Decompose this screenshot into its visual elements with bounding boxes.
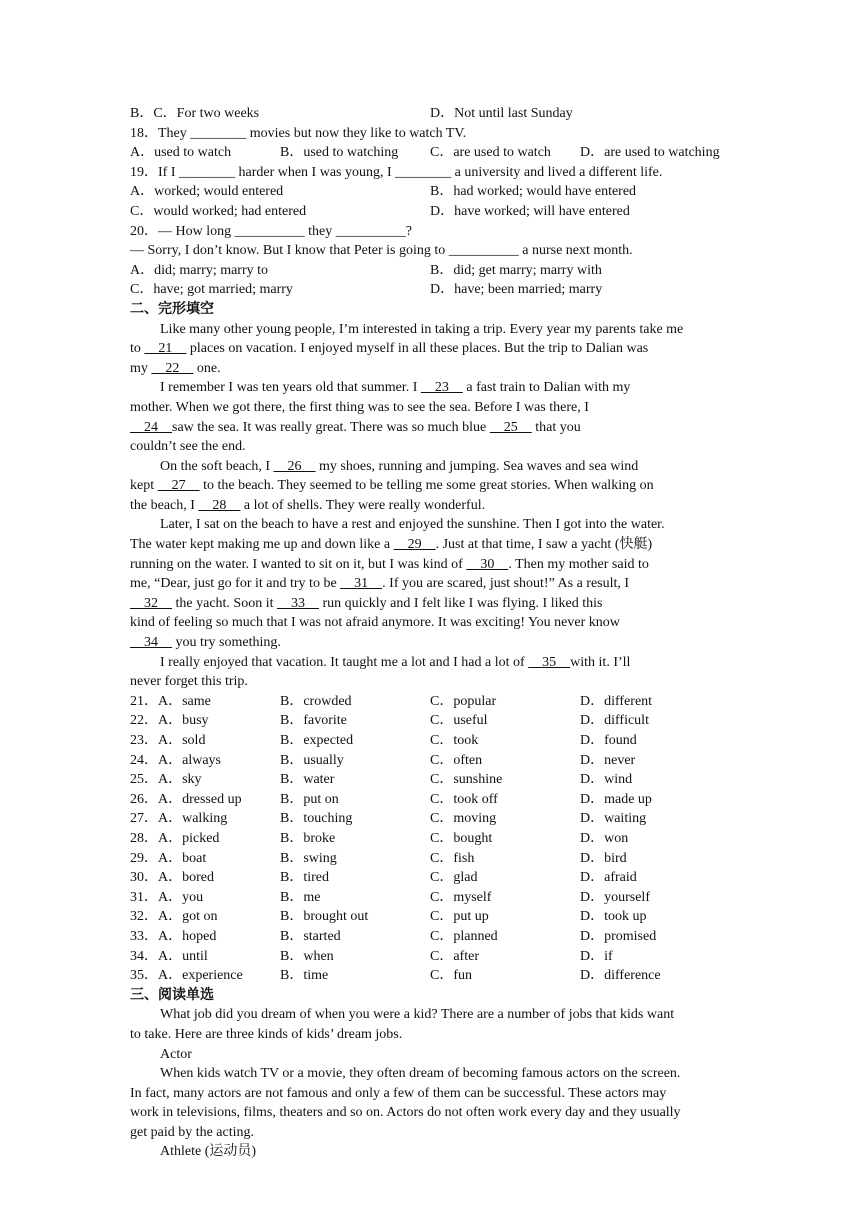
cloze-option: B．crowded [280,693,352,709]
q20-stem-2: — Sorry, I don’t know. But I know that Peter is going to __________ a nurse next month. [130,243,633,259]
q19-options-cd [130,202,730,222]
q20-options-cd [130,280,730,300]
passage-line: On the soft beach, I 26 my shoes, running and jumping. Sea waves and sea wind [160,458,639,474]
cloze-option-row [130,947,730,967]
blank-29: 29 [393,537,436,553]
cloze-option: 24．A．always [130,752,221,768]
passage-line: never forget this trip. [130,674,248,690]
blank-23: 23 [420,380,463,396]
cloze-option-row [130,888,730,908]
cloze-option: C．took off [430,791,498,807]
passage-line: the beach, I 28 a lot of shells. They were really wonderful. [130,497,486,513]
cloze-option-row [130,790,730,810]
q19-options-ab [130,182,730,202]
cloze-option-row [130,829,730,849]
passage-line: to 21 places on vacation. I enjoyed myself in all these places. But the trip to Dalian was [130,341,649,357]
blank-27: 27 [157,478,200,494]
q19-option-a: A．worked; would entered [130,184,284,200]
section-3-heading: 三、阅读单选 [130,987,214,1003]
cloze-option-row [130,770,730,790]
cloze-option: B．started [280,928,341,944]
cloze-option: D．different [580,693,653,709]
cloze-option: C．glad [430,870,478,886]
cloze-option: 30．A．bored [130,870,214,886]
cloze-option: 22．A．busy [130,713,209,729]
passage-line: In fact, many actors are not famous and only a few of them can be successful. These actors may [130,1085,667,1101]
cloze-option: 29．A．boat [130,850,207,866]
passage-line: 32 the yacht. Soon it 33 run quickly and I felt like I was flying. I liked this [130,595,603,611]
cloze-option: C．fish [430,850,475,866]
blank-24: 24 [130,419,172,435]
cloze-option: D．difficult [580,713,649,729]
cloze-option-row [130,868,730,888]
passage-line: I remember I was ten years old that summer. I 23 a fast train to Dalian with my [160,380,631,396]
blank-32: 32 [130,595,172,611]
q20-option-c: C．have; got married; marry [130,282,293,298]
cloze-option-row [130,731,730,751]
q19-stem: 19．If I ________ harder when I was young, I ________ a university and lived a different life. [130,164,663,180]
cloze-option: D．made up [580,791,652,807]
blank-25: 25 [489,419,532,435]
passage-line: What job did you dream of when you were a kid? There are a number of jobs that kids want [160,1007,675,1023]
blank-30: 30 [466,556,509,572]
q20-stem-1: 20．— How long __________ they __________? [130,223,412,239]
cloze-option: B．put on [280,791,339,807]
passage-line: I really enjoyed that vacation. It taught me a lot and I had a lot of 35 with it. I’ll [160,654,631,670]
cloze-option: B．me [280,889,321,905]
cloze-option: 21．A．same [130,693,211,709]
blank-21: 21 [144,341,187,357]
passage-line: me, “Dear, just go for it and try to be 31 . If you are scared, just shout!” As a result, I [130,576,630,592]
cloze-option: D．bird [580,850,627,866]
passage-line: running on the water. I wanted to sit on it, but I was kind of 30 . Then my mother said to [130,556,649,572]
cloze-option: D．promised [580,928,657,944]
cloze-option: D．afraid [580,870,637,886]
passage-line: mother. When we got there, the first thing was to see the sea. Before I was there, I [130,399,589,415]
cloze-options [130,692,730,986]
q18-option-a: A．used to watch [130,145,232,161]
cloze-option: B．tired [280,870,329,886]
passage-line: get paid by the acting. [130,1124,255,1140]
passage-line: to take. Here are three kinds of kids’ dream jobs. [130,1026,403,1042]
cloze-option: B．favorite [280,713,347,729]
q17-option-b: B．C．For two weeks [130,106,260,121]
cloze-option: B．broke [280,830,336,846]
passage-line: couldn’t see the end. [130,439,246,455]
cloze-option: C．after [430,948,479,964]
cloze-option: 23．A．sold [130,733,206,748]
blank-33: 33 [277,595,319,611]
q20-option-b: B．did; get marry; marry with [430,262,602,278]
cloze-option: C．myself [430,889,492,905]
blank-35: 35 [528,654,571,670]
q19-option-b: B．had worked; would have entered [430,184,637,200]
cloze-option-row [130,692,730,712]
passage-line: The water kept making me up and down like a 29 . Just at that time, I saw a yacht (快艇) [130,537,653,553]
q20-option-a: A．did; marry; marry to [130,262,269,278]
passage-line: my 22 one. [130,360,221,376]
cloze-option: D．never [580,752,636,768]
cloze-option-row [130,711,730,731]
cloze-option: D．won [580,830,629,846]
q20-option-d: D．have; been married; marry [430,282,603,298]
blank-22: 22 [151,360,194,376]
q19-option-d: D．have worked; will have entered [430,203,630,219]
passage-line: Like many other young people, I’m interested in taking a trip. Every year my parents take me [160,321,684,337]
cloze-option: 27．A．walking [130,811,228,827]
cloze-option: C．took [430,733,479,748]
cloze-option: B．brought out [280,909,369,925]
cloze-option: 28．A．picked [130,830,220,846]
cloze-option: C．useful [430,713,488,729]
passage-line: When kids watch TV or a movie, they often dream of becoming famous actors on the screen. [160,1066,681,1082]
q18-options [130,143,730,163]
cloze-option: 26．A．dressed up [130,791,242,807]
cloze-option: D．if [580,948,613,964]
passage-line: 24 saw the sea. It was really great. There was so much blue 25 that you [130,419,581,435]
cloze-option: D．difference [580,968,661,984]
cloze-option-row [130,927,730,947]
cloze-option: C．planned [430,928,498,944]
cloze-option: D．wind [580,772,633,788]
cloze-option: 33．A．hoped [130,928,217,944]
passage-line: work in televisions, films, theaters and so on. Actors do not often work every day and they usually [130,1105,681,1121]
cloze-option-row [130,809,730,829]
cloze-option: B．water [280,772,335,788]
cloze-option: B．swing [280,850,337,866]
cloze-option: 25．A．sky [130,772,202,788]
cloze-option: D．took up [580,909,647,925]
q17-option-d: D．Not until last Sunday [430,106,573,121]
passage-line: kept 27 to the beach. They seemed to be telling me some great stories. When walking on [130,478,654,494]
cloze-option-row [130,966,730,986]
cloze-option: C．fun [430,968,472,984]
cloze-option: 32．A．got on [130,909,218,925]
q18-option-b: B．used to watching [280,145,399,161]
passage-line: 34 you try something. [130,635,281,651]
blank-31: 31 [340,576,383,592]
section-2-heading: 二、完形填空 [130,301,214,317]
q19-option-c: C．would worked; had entered [130,203,307,219]
cloze-option: C．often [430,752,483,768]
cloze-option: D．found [580,733,637,748]
cloze-option: 31．A．you [130,889,204,905]
cloze-passage [130,320,730,692]
q18-option-c: C．are used to watch [430,145,551,161]
passage-line: Later, I sat on the beach to have a rest and enjoyed the sunshine. Then I got into the water. [160,517,665,533]
cloze-option-row [130,751,730,771]
cloze-option-row [130,849,730,869]
worksheet-page [130,104,730,1162]
cloze-option: C．put up [430,909,489,925]
passage-line: Athlete (运动员) [160,1144,257,1160]
blank-28: 28 [198,497,241,513]
cloze-option: B．time [280,968,329,984]
cloze-option: C．popular [430,693,497,709]
cloze-option: C．bought [430,830,493,846]
cloze-option: 34．A．until [130,948,208,964]
cloze-option: C．sunshine [430,772,503,788]
cloze-option: C．moving [430,811,497,827]
cloze-option: B．touching [280,811,353,827]
q18-option-d: D．are used to watching [580,145,720,161]
reading-passage [130,1005,730,1162]
q17-options-tail [130,104,730,124]
blank-26: 26 [273,458,316,474]
cloze-option: B．when [280,948,334,964]
cloze-option: D．yourself [580,889,650,905]
cloze-option: B．expected [280,733,354,748]
q18-stem: 18．They ________ movies but now they like to watch TV. [130,125,467,141]
q20-options-ab [130,261,730,281]
cloze-option: 35．A．experience [130,968,243,984]
cloze-option: B．usually [280,752,344,768]
passage-line: Actor [160,1046,192,1062]
passage-line: kind of feeling so much that I was not afraid anymore. It was exciting! You never know [130,615,620,631]
cloze-option-row [130,907,730,927]
blank-34: 34 [130,635,172,651]
cloze-option: D．waiting [580,811,647,827]
